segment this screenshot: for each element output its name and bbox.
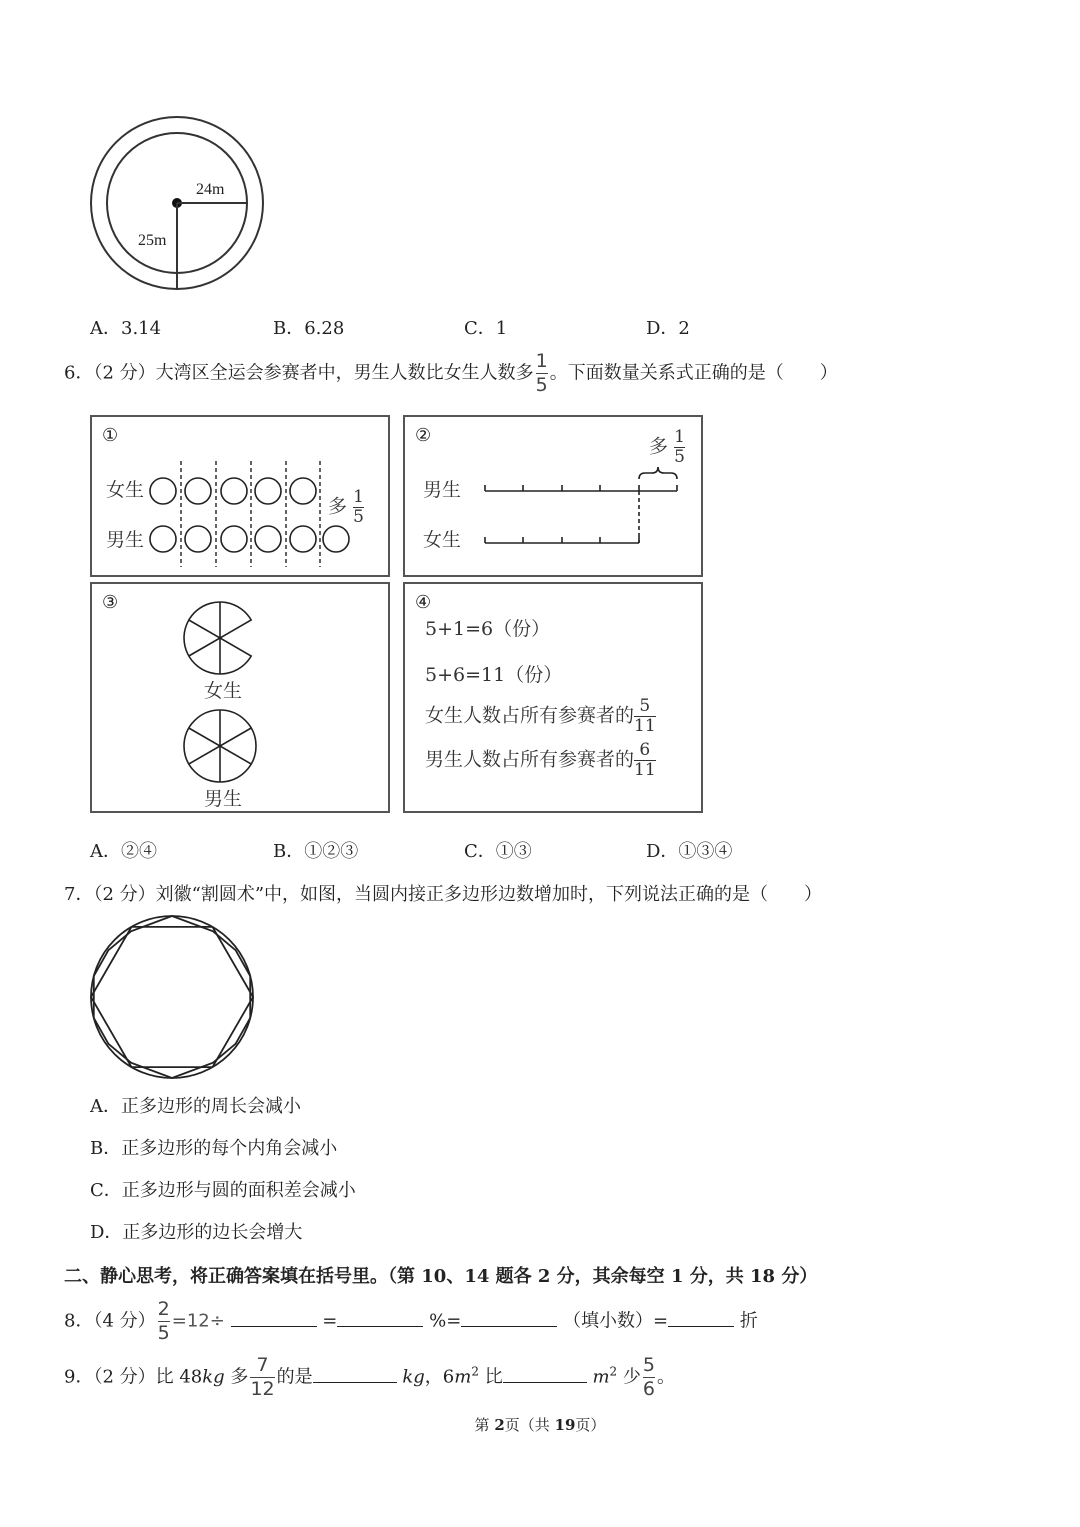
- q6-frac-num: 1: [535, 350, 548, 372]
- q9-shao: 少: [617, 1366, 641, 1388]
- q9-end: 。: [656, 1366, 675, 1388]
- box1-more-text: 多: [328, 495, 348, 518]
- box1-frac-num: 1: [353, 487, 364, 507]
- box4-line4-text: 男生人数占所有参赛者的: [425, 748, 635, 771]
- box2-boys-label: 男生: [423, 479, 462, 501]
- q9-frac1-num: 7: [256, 1354, 269, 1376]
- box3-pie-girls: [180, 598, 260, 678]
- page-footer: [0, 1414, 1080, 1435]
- q9-bi: 比: [478, 1366, 503, 1388]
- q7-option-a: A．正多边形的周长会减小: [90, 1096, 301, 1117]
- q9-duo: 多: [224, 1366, 249, 1388]
- box4-line1: 5+1=6（份）: [425, 618, 551, 640]
- q6-box-1: [90, 415, 390, 577]
- q5-option-c: C．1: [464, 318, 508, 339]
- box3-girls-label: 女生: [204, 680, 243, 702]
- q8-eq: =: [322, 1310, 338, 1332]
- q8-prefix: 8．（4 分）: [64, 1310, 156, 1332]
- q9-prefix: 9．（2 分）比 48: [64, 1366, 203, 1388]
- box4-line2: 5+6=11（份）: [425, 664, 563, 686]
- q6-frac-den: 5: [535, 374, 548, 396]
- label-25m: 25m: [138, 232, 167, 249]
- box2-number: ②: [415, 425, 432, 446]
- q9-sep: ，6: [424, 1366, 455, 1388]
- q9-blank-2[interactable]: [503, 1364, 587, 1383]
- q6-stem: [64, 352, 838, 395]
- box2-more-text: 多: [649, 435, 669, 458]
- q6-fraction: [536, 352, 548, 395]
- q6-box-4: [403, 582, 703, 813]
- q8-fraction: [158, 1300, 170, 1343]
- q7-inscribed-polygon-figure: [88, 912, 258, 1082]
- box1-girls-label: 女生: [106, 479, 145, 501]
- q8-frac-den: 5: [157, 1322, 170, 1344]
- box1-circles-diagram: [146, 459, 356, 569]
- box4-line4-fraction: [634, 742, 656, 779]
- box2-frac-den: 5: [674, 447, 685, 467]
- q9-unit-m-2: m: [592, 1366, 610, 1388]
- q9-frac2-den: 6: [642, 1378, 655, 1400]
- footer-prefix: 第: [474, 1416, 495, 1434]
- q8-part1: =12÷: [171, 1310, 225, 1332]
- q8-blank-1[interactable]: [231, 1308, 317, 1327]
- q7-option-c: C．正多边形与圆的面积差会减小: [90, 1180, 356, 1201]
- q9-fraction-1: [250, 1356, 274, 1399]
- q5-annulus-figure: [88, 114, 268, 294]
- box3-number: ③: [102, 592, 119, 613]
- box1-more-label: [328, 489, 364, 526]
- box4-line3: [425, 698, 656, 735]
- footer-suffix: 页）: [575, 1416, 606, 1434]
- box4-frac3-den: 11: [634, 716, 656, 736]
- q6-box-2: [403, 415, 703, 577]
- q6-option-b: B．①②③: [273, 841, 359, 862]
- q9-unit-kg-2: kg: [402, 1366, 425, 1388]
- q8-blank-4[interactable]: [668, 1308, 734, 1327]
- box2-frac-num: 1: [674, 427, 685, 447]
- q7-option-b: B．正多边形的每个内角会减小: [90, 1138, 338, 1159]
- q8-blank-2[interactable]: [337, 1308, 423, 1327]
- footer-mid: 页（共: [504, 1416, 555, 1434]
- q6-box-3: [90, 582, 390, 813]
- q6-stem-prefix: 6．（2 分）大湾区全运会参赛者中，男生人数比女生人数多: [64, 362, 534, 384]
- section-2-heading: 二、静心思考，将正确答案填在括号里。（第 10、14 题各 2 分，其余每空 1 分，共 18 分）: [64, 1266, 818, 1287]
- box1-frac-den: 5: [353, 507, 364, 527]
- box2-girls-label: 女生: [423, 529, 462, 551]
- q9-unit-kg: kg: [202, 1366, 225, 1388]
- box4-number: ④: [415, 592, 432, 613]
- q9-unit-m: m: [454, 1366, 472, 1388]
- label-24m: 24m: [196, 181, 225, 198]
- box1-number: ①: [102, 425, 119, 446]
- q8-note: （填小数）=: [563, 1310, 669, 1332]
- q9-blank-1[interactable]: [313, 1364, 397, 1383]
- box4-line3-fraction: [634, 698, 656, 735]
- q9-frac1-den: 12: [250, 1378, 275, 1400]
- q6-option-a: A．②④: [90, 841, 157, 862]
- q5-option-a: A．3.14: [90, 318, 162, 339]
- q9-fraction-2: [643, 1356, 655, 1399]
- q9-stem: [64, 1356, 675, 1399]
- q8-stem: [64, 1300, 758, 1343]
- q6-option-c: C．①③: [464, 841, 532, 862]
- q6-stem-suffix: 。下面数量关系式正确的是（ ）: [549, 362, 838, 384]
- q8-pct: %=: [429, 1310, 462, 1332]
- box1-fraction: [353, 489, 364, 526]
- q5-option-d: D．2: [646, 318, 690, 339]
- box3-pie-boys: [180, 706, 260, 786]
- footer-page-number: 2: [494, 1416, 505, 1434]
- q8-zhe: 折: [739, 1310, 758, 1332]
- q8-blank-3[interactable]: [461, 1308, 557, 1327]
- box4-line4: [425, 742, 656, 779]
- q9-de-shi: 的是: [276, 1366, 313, 1388]
- footer-total-pages: 19: [554, 1416, 576, 1434]
- box2-segment-diagram: [479, 463, 689, 553]
- q5-option-b: B．6.28: [273, 318, 345, 339]
- box4-line3-text: 女生人数占所有参赛者的: [425, 704, 635, 727]
- box3-boys-label: 男生: [204, 788, 243, 810]
- box4-frac4-den: 11: [634, 760, 656, 780]
- box2-more-label: [649, 429, 685, 466]
- q7-stem: 7．（2 分）刘徽“割圆术”中，如图，当圆内接正多边形边数增加时，下列说法正确的是（ ）: [64, 884, 823, 905]
- box2-fraction: [674, 429, 685, 466]
- box4-frac3-num: 5: [639, 696, 651, 716]
- q6-option-d: D．①③④: [646, 841, 733, 862]
- q8-frac-num: 2: [157, 1298, 170, 1320]
- q9-sup-2: 2: [609, 1364, 618, 1379]
- q9-sup: 2: [471, 1364, 479, 1379]
- q9-frac2-num: 5: [642, 1354, 655, 1376]
- q7-option-d: D．正多边形的边长会增大: [90, 1222, 303, 1243]
- box4-frac4-num: 6: [639, 740, 651, 760]
- box1-boys-label: 男生: [106, 529, 145, 551]
